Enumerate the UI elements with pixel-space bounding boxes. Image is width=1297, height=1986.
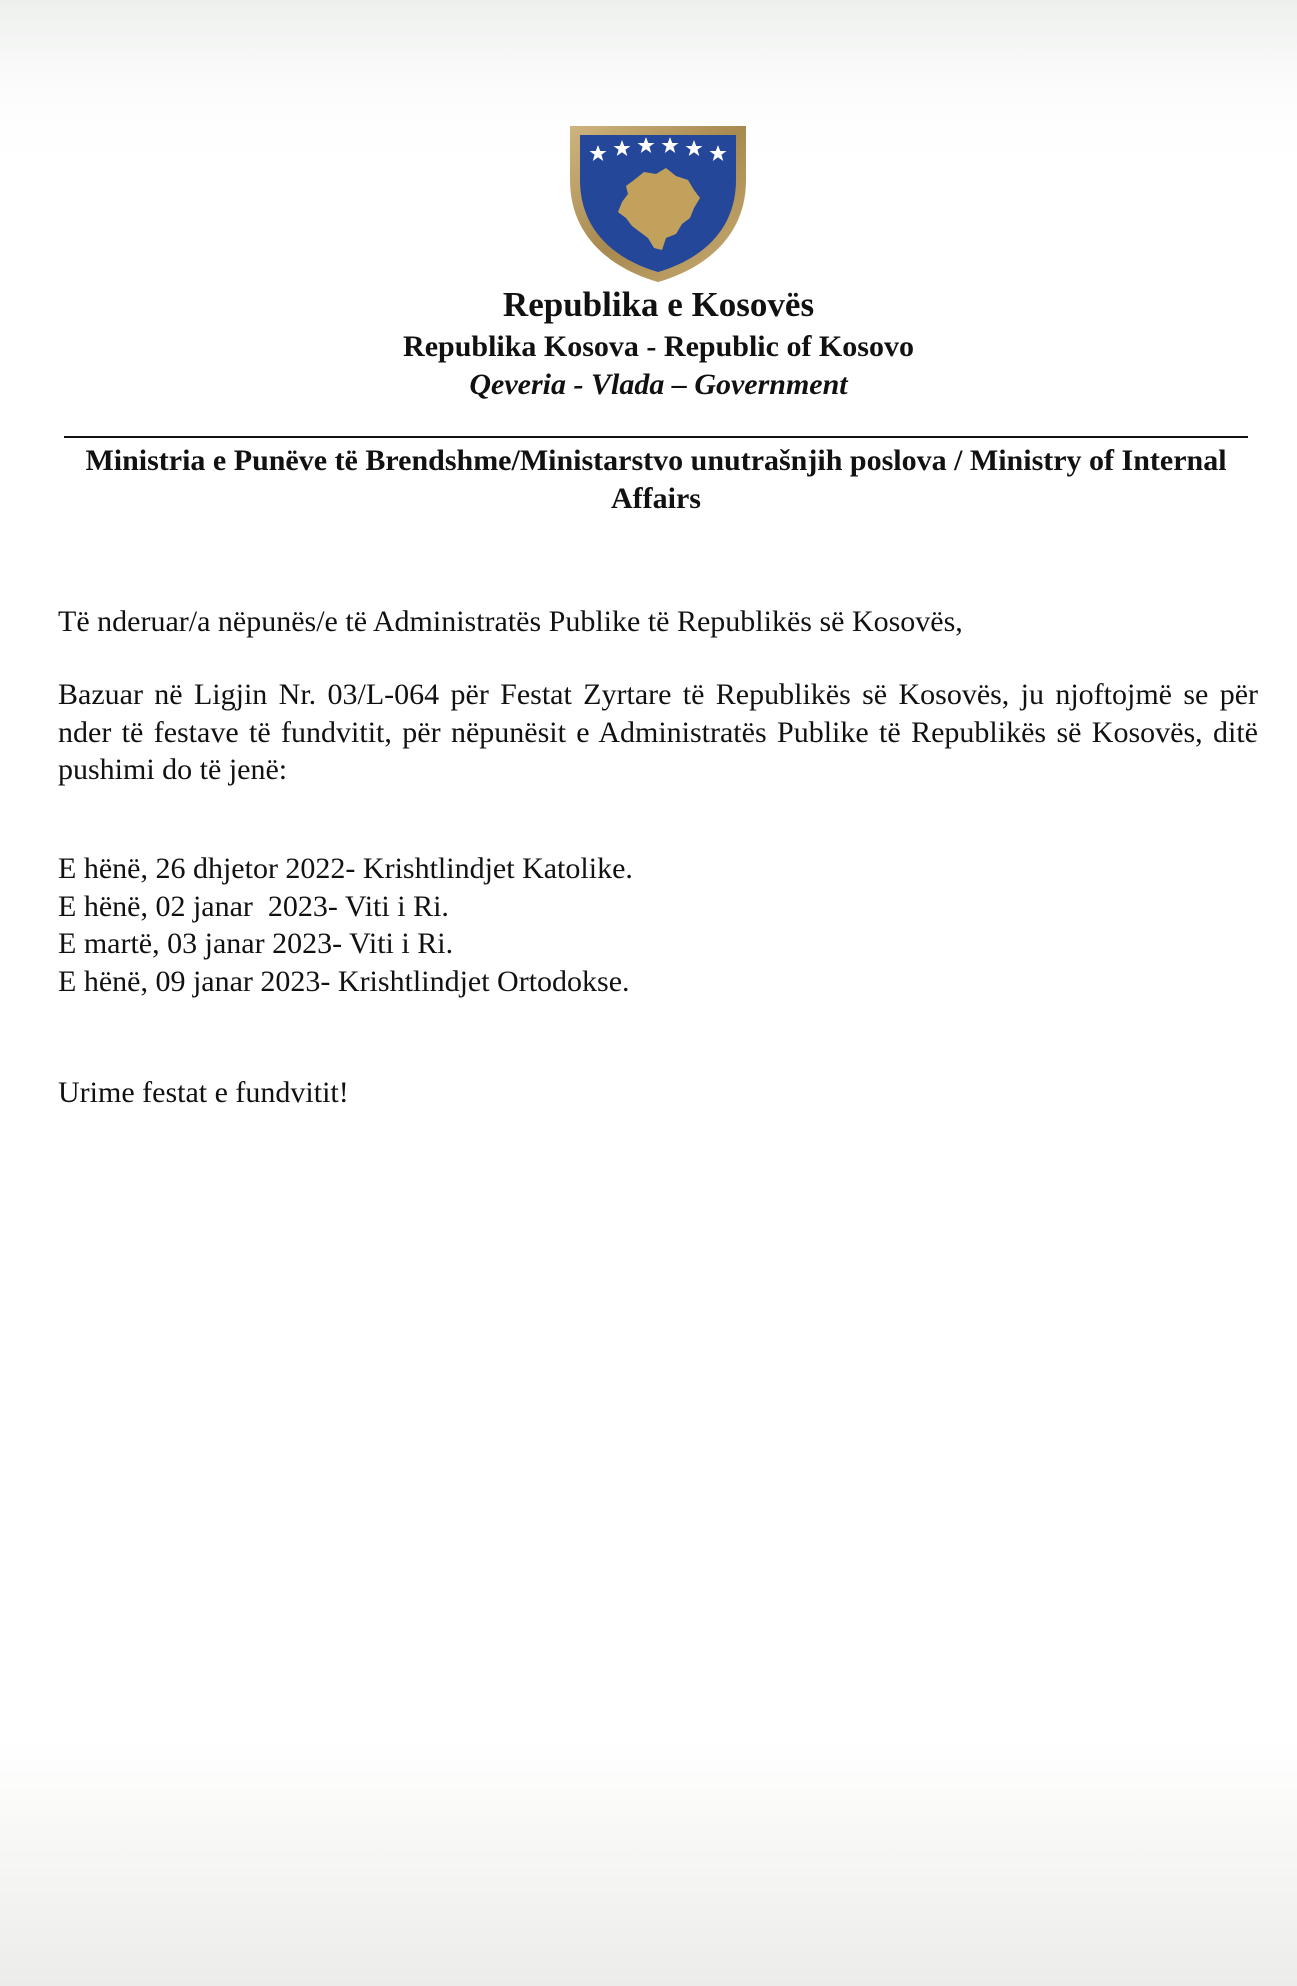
country-subtitle: Republika Kosova - Republic of Kosovo [403,330,914,363]
holiday-item: E hënë, 02 janar 2023- Viti i Ri. [58,889,449,923]
ministry-name: Ministria e Punëve të Brendshme/Ministarstvo unutrašnjih poslova / Ministry of Internal Affairs [85,444,1227,515]
letter-intro: Bazuar në Ligjin Nr. 03/L-064 për Festat Zyrtare të Republikës së Kosovës, ju njoftojmë se për nder të festave të fundvitit, për nëpunësit e Administratës Publike të Republikës së Kosovës, ditë pushimi do të jenë: [58,678,1258,786]
letter-closing: Urime festat e fundvitit! [58,1076,349,1109]
coat-of-arms-icon [568,122,748,284]
holiday-list [58,850,1258,1000]
holiday-item: E hënë, 09 janar 2023- Krishtlindjet Ortodokse. [58,964,630,998]
letter-greeting: Të nderuar/a nëpunës/e të Administratës Publike të Republikës së Kosovës, [58,605,963,638]
holiday-item: E martë, 03 janar 2023- Viti i Ri. [58,927,454,960]
holiday-item: E hënë, 26 dhjetor 2022- Krishtlindjet Katolike. [58,852,633,885]
header-divider [64,436,1248,438]
country-title: Republika e Kosovës [502,285,815,324]
government-line: Qeveria - Vlada – Government [469,368,848,401]
